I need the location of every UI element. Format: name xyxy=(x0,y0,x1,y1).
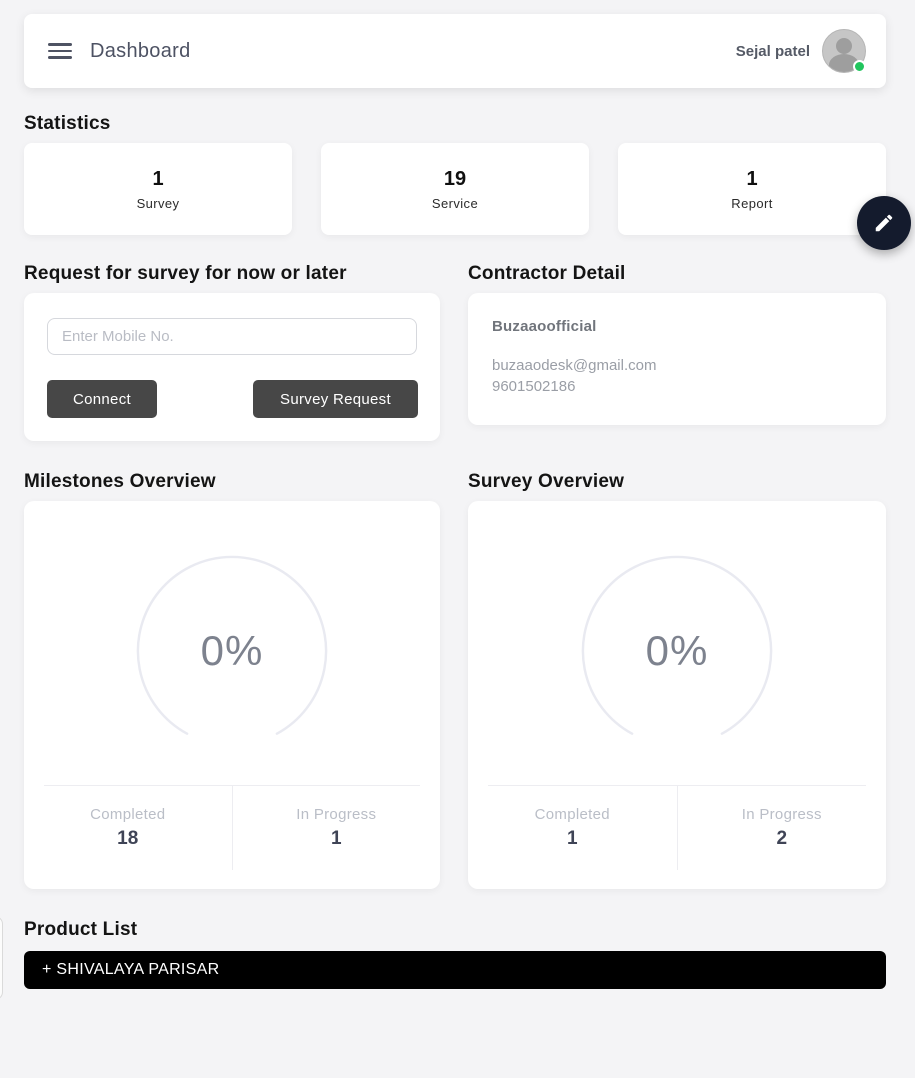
statistics-heading: Statistics xyxy=(24,113,111,134)
top-bar xyxy=(24,14,886,88)
contractor-phone: 9601502186 xyxy=(492,378,576,395)
stat-value: 19 xyxy=(443,167,467,190)
contractor-detail-card xyxy=(468,293,886,425)
in-progress-value: 2 xyxy=(776,828,788,849)
contractor-detail-heading: Contractor Detail xyxy=(468,263,626,284)
in-progress-value: 1 xyxy=(330,828,342,849)
pencil-icon xyxy=(873,212,895,234)
product-list-item-shivalaya-parisar[interactable]: + SHIVALAYA PARISAR xyxy=(24,951,886,989)
completed-label: Completed xyxy=(90,806,166,823)
user-name: Sejal patel xyxy=(735,42,810,60)
request-survey-card xyxy=(24,293,440,441)
stat-card-service xyxy=(321,143,589,235)
connect-button[interactable]: Connect xyxy=(47,380,157,418)
edit-fab-button[interactable] xyxy=(857,196,911,250)
milestones-in-progress-cell xyxy=(233,786,441,870)
survey-overview-heading: Survey Overview xyxy=(468,471,625,492)
milestones-completed-cell xyxy=(24,786,233,870)
milestones-overview-heading: Milestones Overview xyxy=(24,471,216,492)
product-list-heading: Product List xyxy=(24,919,138,940)
completed-value: 18 xyxy=(117,828,139,849)
contractor-email: buzaaodesk@gmail.com xyxy=(492,357,657,374)
stat-value: 1 xyxy=(746,167,758,190)
offscreen-card-edge xyxy=(0,916,3,1000)
statistics-row xyxy=(24,143,886,235)
milestones-stats xyxy=(24,786,440,870)
survey-request-button[interactable]: Survey Request xyxy=(253,380,418,418)
stat-card-report xyxy=(618,143,886,235)
page-title: Dashboard xyxy=(90,39,191,62)
stat-label: Report xyxy=(731,195,773,211)
menu-icon[interactable] xyxy=(48,43,72,59)
stat-label: Service xyxy=(431,195,479,211)
survey-completed-cell xyxy=(468,786,678,870)
avatar[interactable] xyxy=(822,29,866,73)
milestones-overview-card xyxy=(24,501,440,889)
mobile-number-input[interactable] xyxy=(47,318,417,355)
survey-percent: 0% xyxy=(645,627,709,674)
survey-in-progress-cell xyxy=(678,786,887,870)
contractor-name: Buzaaoofficial xyxy=(492,318,597,335)
stat-card-survey xyxy=(24,143,292,235)
user-area xyxy=(736,29,866,73)
completed-value: 1 xyxy=(566,828,578,849)
milestones-gauge-chart xyxy=(134,553,330,749)
survey-stats xyxy=(468,786,886,870)
milestones-percent: 0% xyxy=(200,627,264,674)
in-progress-label: In Progress xyxy=(741,806,822,823)
survey-overview-card xyxy=(468,501,886,889)
completed-label: Completed xyxy=(534,806,610,823)
stat-value: 1 xyxy=(152,167,164,190)
in-progress-label: In Progress xyxy=(296,806,377,823)
survey-gauge-chart xyxy=(579,553,775,749)
request-survey-heading: Request for survey for now or later xyxy=(24,263,347,284)
stat-label: Survey xyxy=(136,195,180,211)
online-status-dot xyxy=(853,60,866,73)
